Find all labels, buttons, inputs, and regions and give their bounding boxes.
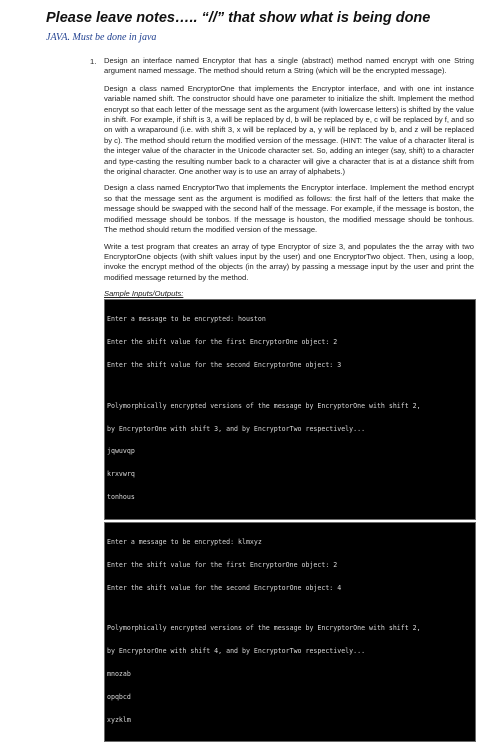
console-line: opqbcd (107, 692, 131, 701)
console-line: Enter the shift value for the first EncryptorOne object: 2 (107, 338, 338, 347)
console-line: by EncryptorOne with shift 3, and by EncryptorTwo respectively... (107, 424, 366, 433)
console-blank-line (107, 607, 472, 610)
paragraph-test-program: Write a test program that creates an array of type Encryptor of size 3, and populates the the array with two EncryptorOne objects (with shift values input by the user) and one EncryptorTwo object. Then, using a loop, invoke the encrypt method of the objects (in the array) by passing a message input by the user and print the modified message returned by the method. (104, 241, 474, 282)
console-line: Enter a message to be encrypted: houston (107, 315, 266, 324)
assignment-content (104, 56, 474, 742)
page-subtitle: JAVA. Must be done in java (46, 32, 157, 43)
console-line: mnozab (107, 670, 131, 679)
console-line: Enter the shift value for the second EncryptorOne object: 3 (107, 360, 342, 369)
console-line: jqwuvqp (107, 447, 135, 456)
console-line: Enter the shift value for the first EncryptorOne object: 2 (107, 560, 338, 569)
console-line: Enter a message to be encrypted: klmxyz (107, 537, 262, 546)
console-output-1 (104, 299, 476, 520)
console-output-2 (104, 522, 476, 742)
paragraph-encryptor-one: Design a class named EncryptorOne that implements the Encryptor interface, and with one int instance variable named shift. The constructor should have one parameter to initialize the shift. Implement the method encrypt so that each letter of the message sent as the argument (with lowercase letters) is shifted by the value in shift. For example, if shift is 3, a will be replaced by d, b will be replaced by e, c will be replaced by f, and so on with a wraparound (i.e. with shift 3, x will be replaced by a, y will be replaced by b, and z will be replaced by c). The method should return the modified version of the message. (HINT: The value of a character literal is the integer value of the character in the Unicode character set. So, adding an integer (say, shift) to a character and type-casting the resulting number back to a character will give a character that is at a distance shift from the original character. One another way is to use an array of alphabets.) (104, 83, 474, 177)
list-item-number: 1. (90, 57, 97, 66)
paragraph-encryptor-two: Design a class named EncryptorTwo that implements the Encryptor interface. Implement the method encrypt so that the message sent as the argument is modified as follows: the first half of the letters that make the message should be swapped with the second half of the message. For example, if the message is boston, the modified message should be tonbos. If the message is houston, the modified message should be tonhous. The method should return the modified version of the message. (104, 183, 474, 235)
console-line: by EncryptorOne with shift 4, and by EncryptorTwo respectively... (107, 647, 366, 656)
console-line: Polymorphically encrypted versions of the message by EncryptorOne with shift 2, (107, 624, 421, 633)
console-line: Enter the shift value for the second EncryptorOne object: 4 (107, 583, 342, 592)
page-title: Please leave notes….. “//” that show what is being done (46, 10, 431, 26)
console-line: Polymorphically encrypted versions of the message by EncryptorOne with shift 2, (107, 401, 421, 410)
console-line: krxvwrq (107, 470, 135, 479)
console-line: tonhous (107, 492, 135, 501)
paragraph-encryptor-interface: Design an interface named Encryptor that has a single (abstract) method named encrypt with one String argument named message. The method should return a String (which will be the encrypted message). (104, 56, 474, 76)
console-blank-line (107, 385, 472, 388)
console-line: xyzklm (107, 715, 131, 724)
sample-io-label: Sample Inputs/Outputs: (104, 289, 184, 299)
